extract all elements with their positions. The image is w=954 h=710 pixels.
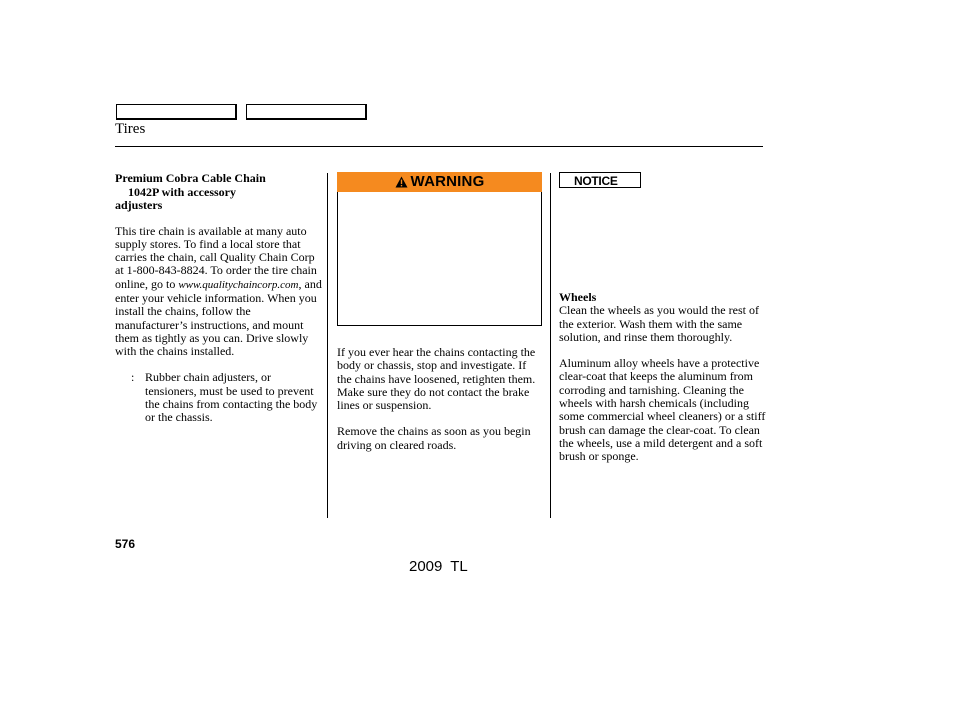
- footer-model: 2009 TL: [409, 558, 468, 575]
- note-marker: :: [131, 370, 135, 385]
- nav-tab-next[interactable]: [246, 104, 367, 120]
- page-title: Tires: [115, 121, 146, 137]
- column-divider: [550, 173, 551, 518]
- chain-subheading-line: 1042P with accessory: [128, 184, 236, 199]
- column-divider: [327, 173, 328, 518]
- chain-subheading-line: adjusters: [115, 198, 163, 212]
- warning-triangle-icon: [395, 176, 408, 188]
- alloy-wheels-paragraph: Aluminum alloy wheels have a protective clear-coat that keeps the aluminum from corroding and tarnishing. Cleaning the wheels with harsh chemicals (including some commercial wheel cleaners) or a stiff brush can damage the clear-coat. To clean the wheels, use a mild detergent and a soft brush or sponge.: [559, 356, 766, 464]
- chain-availability-text: This tire chain is available at many auto supply stores. To find a local store that carries the chain, call Quality Chain Corp at 1-800-843-8824. To order the tire chain online, go to: [115, 223, 317, 291]
- title-rule: [115, 146, 763, 147]
- warning-label: WARNING: [410, 173, 485, 191]
- adjuster-note: [115, 371, 325, 424]
- chain-instructions-text: , and enter your vehicle information. When you install the chains, follow the manufacturer’s instructions, and mount them as tightly as you can. Drive slowly with the chains installed.: [115, 276, 322, 359]
- column-chain-info: [115, 172, 325, 425]
- chain-website-link[interactable]: www.qualitychaincorp.com: [178, 278, 299, 291]
- page-number: 576: [115, 537, 136, 551]
- nav-tab-previous[interactable]: [116, 104, 237, 120]
- warning-header: [337, 172, 542, 192]
- chain-availability-paragraph: [115, 225, 325, 359]
- wheels-heading: Wheels: [559, 290, 597, 304]
- chain-subheading: [115, 172, 325, 213]
- chain-noise-paragraph: If you ever hear the chains contacting the body or chassis, stop and investigate. If the chains have loosened, retighten them. Make sure they do not contact the brake lines or suspension.: [337, 345, 536, 413]
- column-wheels: [559, 172, 766, 477]
- adjuster-note-text: Rubber chain adjusters, or tensioners, must be used to prevent the chains from contacting the body or the chassis.: [145, 370, 318, 425]
- warning-box: [337, 172, 542, 326]
- notice-label: NOTICE: [559, 172, 641, 188]
- wheels-cleaning-text: Clean the wheels as you would the rest of the exterior. Wash them with the same solution, and rinse them thoroughly.: [559, 303, 759, 344]
- remove-chains-paragraph: Remove the chains as soon as you begin driving on cleared roads.: [337, 424, 531, 452]
- column-warning: [337, 172, 542, 465]
- chain-subheading-line: Premium Cobra Cable Chain: [115, 171, 266, 185]
- wheels-cleaning-paragraph: [559, 291, 766, 344]
